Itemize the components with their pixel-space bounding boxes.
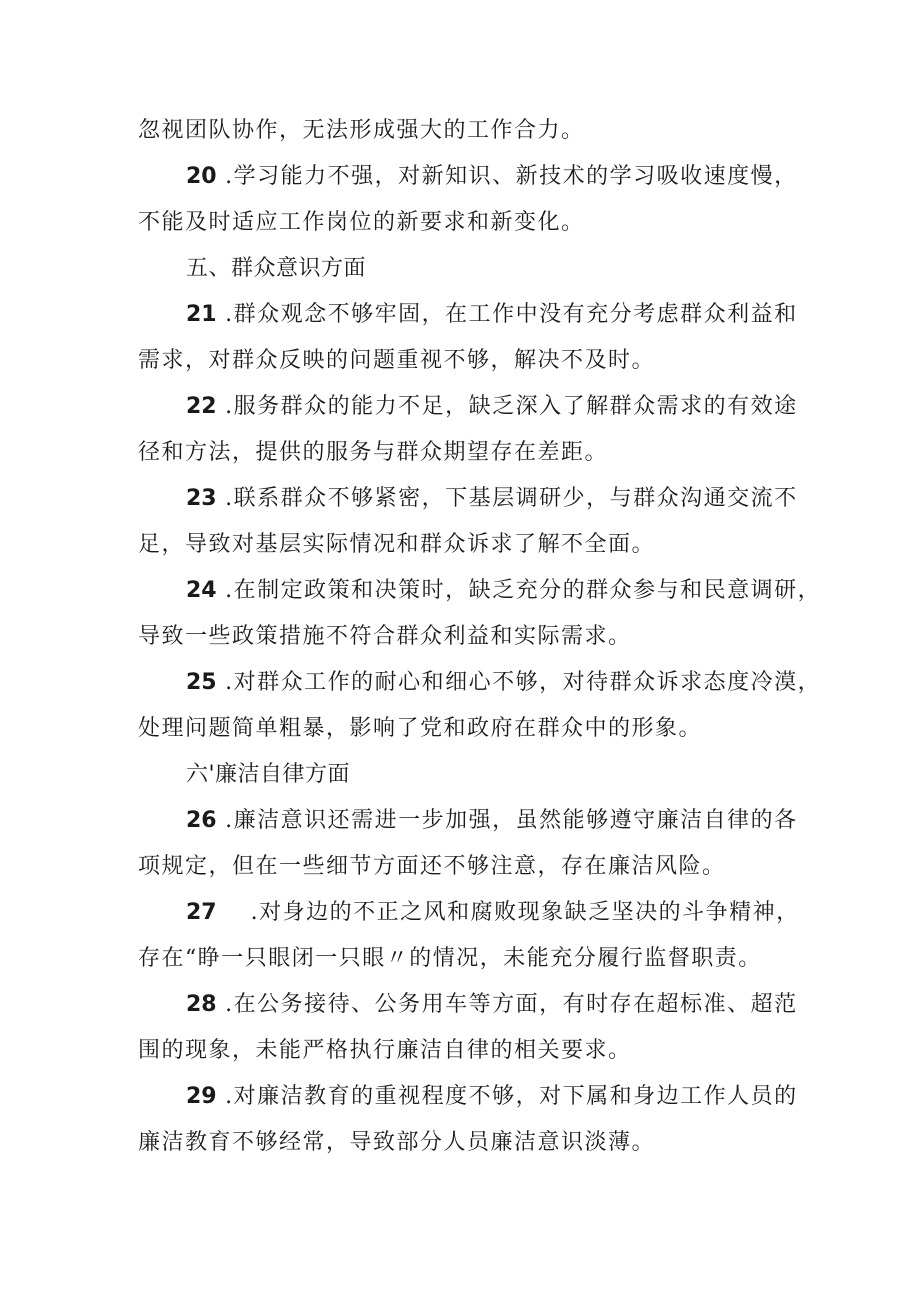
text-line — [138, 430, 798, 476]
text-line — [138, 660, 822, 706]
item-number: 23 — [186, 486, 217, 511]
line-text: 足，导致对基层实际情况和群众诉求了解不全面。 — [138, 532, 656, 557]
text-line — [138, 936, 798, 982]
list-item — [138, 292, 798, 384]
item-number: 27 — [186, 900, 217, 925]
list-item — [138, 568, 822, 660]
section-heading: 五、群众意识方面 — [186, 256, 367, 281]
line-text: 忽视团队协作，无法形成强大的工作合力。 — [138, 118, 585, 143]
item-number: 26 — [186, 808, 217, 833]
line-text: 围的现象，未能严格执行廉洁自律的相关要求。 — [138, 1038, 632, 1063]
item-number: 20 — [186, 164, 217, 189]
line-text: .群众观念不够牢固，在工作中没有充分考虑群众利益和 — [216, 302, 798, 327]
item-number: 21 — [186, 302, 217, 327]
text-line — [138, 1120, 798, 1166]
line-text: 项规定，但在一些细节方面还不够注意，存在廉洁风险。 — [138, 854, 726, 879]
line-text: .在制定政策和决策时，缺乏充分的群众参与和民意调研， — [216, 578, 822, 603]
text-line — [138, 1074, 798, 1120]
text-line — [138, 384, 798, 430]
line-text: 不能及时适应工作岗位的新要求和新变化。 — [138, 210, 585, 235]
list-item — [138, 384, 798, 476]
section-heading: 六'廉洁自律方面 — [186, 762, 351, 787]
line-text: .对群众工作的耐心和细心不够，对待群众诉求态度冷漠， — [216, 670, 822, 695]
text-line — [138, 614, 798, 660]
line-text: .学习能力不强，对新知识、新技术的学习吸收速度慢， — [216, 164, 798, 189]
document-body — [138, 108, 822, 1166]
line-text: .在公务接待、公务用车等方面，有时存在超标准、超范 — [216, 992, 798, 1017]
list-item — [138, 890, 798, 982]
text-line — [138, 108, 798, 154]
line-text: 廉洁教育不够经常，导致部分人员廉洁意识淡薄。 — [138, 1130, 656, 1155]
text-line — [138, 982, 798, 1028]
line-text: .联系群众不够紧密，下基层调研少，与群众沟通交流不 — [216, 486, 798, 511]
line-text: 导致一些政策措施不符合群众利益和实际需求。 — [138, 624, 632, 649]
item-number: 28 — [186, 992, 217, 1017]
text-line — [138, 798, 798, 844]
line-text: 存在“睁一只眼闭一只眼〃的情况，未能充分履行监督职责。 — [138, 946, 762, 971]
line-text: .服务群众的能力不足，缺乏深入了解群众需求的有效途 — [216, 394, 798, 419]
line-text: 需求，对群众反映的问题重视不够，解决不及时。 — [138, 348, 656, 373]
list-item — [138, 982, 798, 1074]
list-item — [138, 660, 822, 752]
text-line — [138, 476, 798, 522]
item-number: 24 — [186, 578, 217, 603]
line-text: .对身边的不正之风和腐败现象缺乏坚决的斗争精神， — [216, 900, 800, 925]
line-text: 处理问题简单粗暴，影响了党和政府在群众中的形象。 — [138, 716, 703, 741]
item-number: 25 — [186, 670, 217, 695]
line-text: .对廉洁教育的重视程度不够，对下属和身边工作人员的 — [216, 1084, 798, 1109]
list-item — [138, 476, 798, 568]
item-number: 22 — [186, 394, 217, 419]
line-text: .廉洁意识还需进一步加强，虽然能够遵守廉洁自律的各 — [216, 808, 798, 833]
list-item — [138, 798, 798, 890]
text-line — [138, 706, 798, 752]
text-line — [138, 568, 822, 614]
text-line — [138, 890, 798, 936]
list-item — [138, 1074, 798, 1166]
text-line — [138, 844, 798, 890]
text-line — [138, 1028, 798, 1074]
text-line — [138, 154, 798, 200]
line-text: 径和方法，提供的服务与群众期望存在差距。 — [138, 440, 609, 465]
item-number: 29 — [186, 1084, 217, 1109]
list-item — [138, 154, 798, 246]
list-item — [138, 108, 798, 154]
text-line — [138, 338, 798, 384]
text-line — [138, 522, 798, 568]
text-line — [138, 200, 798, 246]
text-line — [138, 292, 798, 338]
